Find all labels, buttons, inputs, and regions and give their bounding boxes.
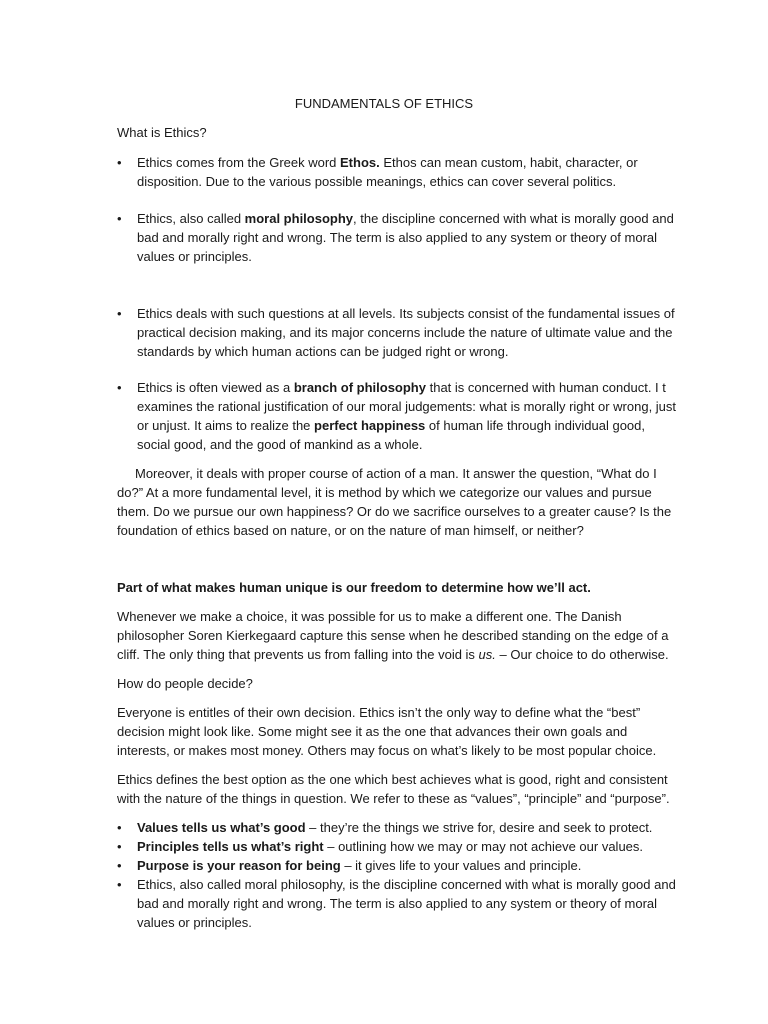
bullet-icon: •	[117, 820, 122, 835]
list-item	[117, 209, 677, 266]
list-item	[117, 875, 677, 932]
bullet-icon: •	[117, 211, 122, 226]
list-item	[117, 856, 677, 875]
bullet-icon: •	[117, 858, 122, 873]
list-item-text: Purpose is your reason for being – it gives life to your values and principle.	[137, 858, 582, 873]
bullet-icon: •	[117, 380, 122, 395]
question-how-decide: How do people decide?	[117, 676, 253, 691]
bullet-icon: •	[117, 306, 122, 321]
bullet-icon: •	[117, 155, 122, 170]
paragraph-best-option: Ethics defines the best option as the one which best achieves what is good, right and consistent with the nature of the things in question. We refer to these as “values”, “principle” and “purpose”.	[117, 772, 670, 806]
question-what-is-ethics: What is Ethics?	[117, 125, 207, 140]
list-item-text: Ethics, also called moral philosophy, the discipline concerned with what is morally good and bad and morally right and wrong. The term is also applied to any system or theory of moral values or principles.	[137, 211, 674, 264]
bullet-icon: •	[117, 877, 122, 892]
list-item-text: Ethics comes from the Greek word Ethos. Ethos can mean custom, habit, character, or disposition. Due to the various possible meanings, ethics can cover several politics.	[137, 155, 638, 189]
list-item	[117, 304, 677, 361]
list-item	[117, 818, 677, 837]
paragraph-decision: Everyone is entitles of their own decision. Ethics isn’t the only way to define what the “best” decision might look like. Some might see it as the one that advances their own goals and interests, or makes most money. Others may focus on what’s likely to be most popular choice.	[117, 705, 657, 758]
section-heading: Part of what makes human unique is our freedom to determine how we’ll act.	[117, 580, 591, 595]
paragraph-moreover: Moreover, it deals with proper course of action of a man. It answer the question, “What do I do?” At a more fundamental level, it is method by which we categorize our values and pursue them. Do we pursue our own happiness? Or do we sacrifice ourselves to a greater cause? Is the foundation of ethics based on nature, or on the nature of man himself, or neither?	[117, 466, 672, 538]
list-item-text: Ethics, also called moral philosophy, is the discipline concerned with what is morally good and bad and morally right and wrong. The term is also applied to any system or theory of moral values or principles.	[137, 877, 676, 930]
list-item-text: Values tells us what’s good – they’re the things we strive for, desire and seek to protect.	[137, 820, 653, 835]
document-title: FUNDAMENTALS OF ETHICS	[294, 96, 474, 111]
list-item-text: Ethics is often viewed as a branch of philosophy that is concerned with human conduct. I t examines the rational justification of our moral judgements: what is morally right or wrong, just or unjust. It aims to realize the perfect happiness of human life through individual good, social good, and the good of mankind as a whole.	[137, 380, 677, 452]
bullet-icon: •	[117, 839, 122, 854]
list-item	[117, 153, 677, 191]
list-item	[117, 378, 677, 454]
paragraph-kierkegaard: Whenever we make a choice, it was possible for us to make a different one. The Danish philosopher Soren Kierkegaard capture this sense when he described standing on the edge of a cliff. The only thing that prevents us from falling into the void is us. – Our choice to do otherwise.	[117, 609, 669, 662]
list-item	[117, 837, 677, 856]
list-item-text: Principles tells us what’s right – outlining how we may or may not achieve our values.	[137, 839, 644, 854]
list-item-text: Ethics deals with such questions at all levels. Its subjects consist of the fundamental issues of practical decision making, and its major concerns include the nature of ultimate value and the standards by which human actions can be judged right or wrong.	[137, 306, 675, 359]
